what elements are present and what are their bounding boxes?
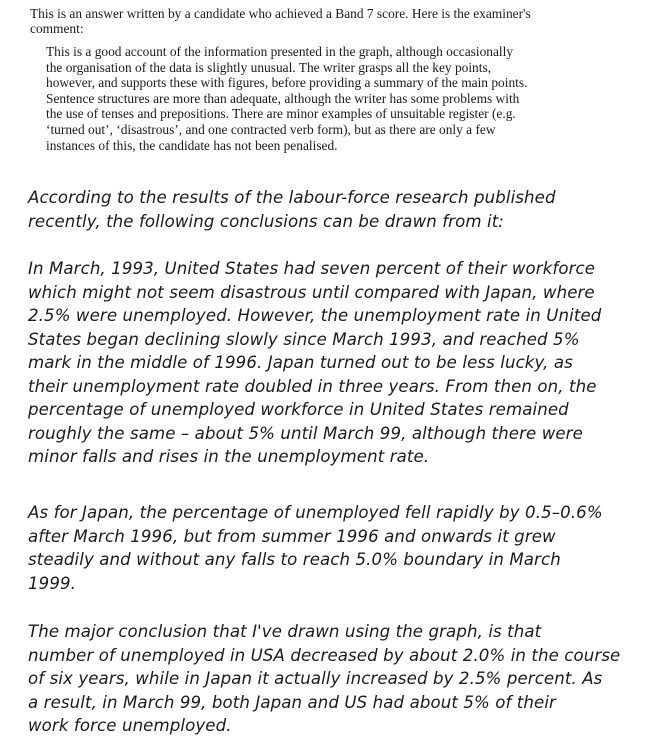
- intro-text: [30, 6, 630, 36]
- essay-line: their unemployment rate doubled in three years. From then on, the: [28, 376, 597, 396]
- essay-line: percentage of unemployed workforce in United States remained: [28, 400, 569, 419]
- essay-line: steadily and without any falls to reach 5.0% boundary in March: [28, 550, 561, 569]
- essay-line: 1999.: [28, 573, 77, 593]
- essay-line: work force unemployed.: [28, 716, 232, 735]
- essay-line: which might not seem disastrous until compared with Japan, where: [28, 282, 595, 302]
- essay-line: minor falls and rises in the unemployment rate.: [28, 447, 430, 466]
- essay-line: States began declining slowly since March 1993, and reached 5%: [28, 329, 580, 349]
- essay-paragraph-2: [28, 257, 638, 469]
- comment-line: instances of this, the candidate has not been penalised.: [46, 137, 338, 153]
- comment-line: the organisation of the data is slightly unusual. The writer grasps all the key points,: [46, 59, 492, 75]
- essay-line: In March, 1993, United States had seven percent of their workforce: [28, 259, 596, 278]
- essay-line: 2.5% were unemployed. However, the unemployment rate in United: [28, 306, 602, 325]
- essay-line: According to the results of the labour-force research published: [28, 188, 556, 207]
- essay-line: As for Japan, the percentage of unemployed fell rapidly by 0.5–0.6%: [28, 503, 603, 522]
- examiner-comment: [46, 44, 636, 153]
- comment-line: ‘turned out’, ‘disastrous’, and one contracted verb form), but as there are only a few: [46, 121, 496, 137]
- intro-line: comment:: [30, 21, 84, 36]
- essay-paragraph-1: [28, 186, 638, 233]
- essay-line: recently, the following conclusions can be drawn from it:: [28, 211, 504, 231]
- comment-line: however, and supports these with figures, before providing a summary of the main points.: [46, 75, 528, 91]
- intro-line: This is an answer written by a candidate who achieved a Band 7 score. Here is the examiner's: [30, 6, 531, 21]
- essay-paragraph-4: [28, 620, 638, 738]
- comment-line: the use of tenses and prepositions. There are minor examples of unsuitable register (e.g.: [46, 106, 516, 122]
- essay-line: after March 1996, but from summer 1996 and onwards it grew: [28, 526, 556, 546]
- essay-line: roughly the same – about 5% until March 99, although there were: [28, 423, 583, 443]
- essay-line: a result, in March 99, both Japan and US had about 5% of their: [28, 692, 556, 712]
- comment-line: This is a good account of the information presented in the graph, although occasionally: [46, 44, 514, 59]
- essay-line: mark in the middle of 1996. Japan turned out to be less lucky, as: [28, 353, 573, 372]
- essay-line: of six years, while in Japan it actually increased by 2.5% percent. As: [28, 669, 603, 688]
- essay-line: The major conclusion that I've drawn using the graph, is that: [28, 622, 542, 641]
- comment-line: Sentence structures are more than adequate, although the writer has some problems with: [46, 90, 520, 106]
- essay-paragraph-3: [28, 501, 638, 595]
- essay-line: number of unemployed in USA decreased by about 2.0% in the course: [28, 645, 621, 665]
